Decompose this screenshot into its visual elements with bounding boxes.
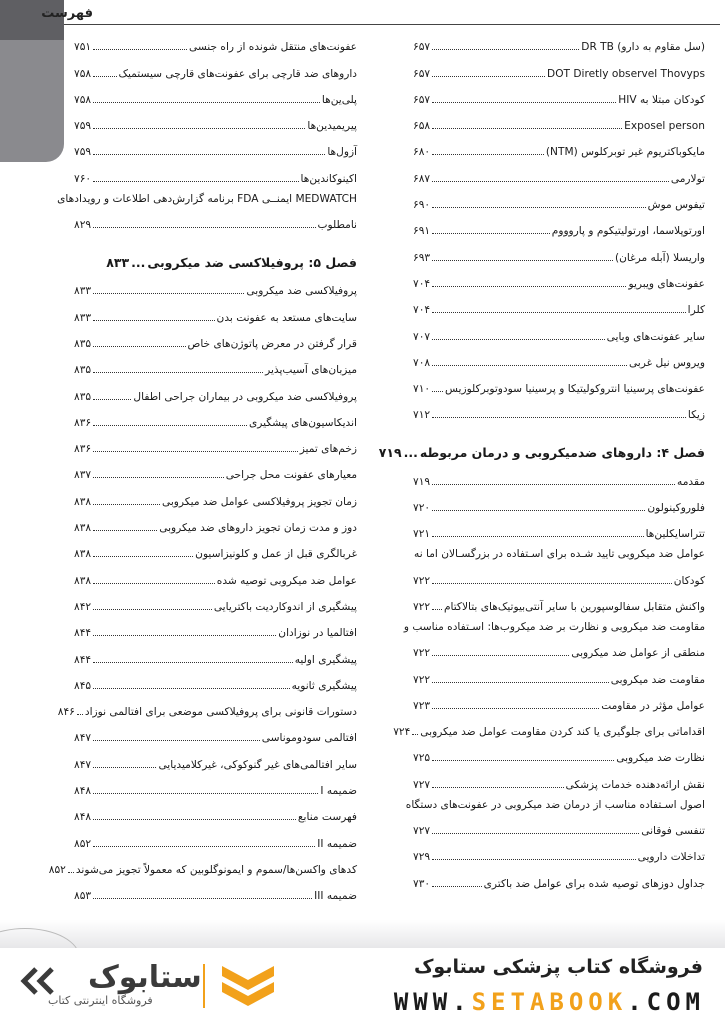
toc-leader-dots xyxy=(432,760,614,761)
toc-entry-label: نظارت ضد میکروبی xyxy=(616,752,705,765)
toc-leader-dots xyxy=(432,49,579,50)
toc-leader-dots xyxy=(93,583,215,584)
toc-leader-dots xyxy=(432,833,639,834)
toc-entry-page: ۷۰۴ xyxy=(413,304,431,317)
toc-entry-page: ۸۳۵ xyxy=(74,390,92,403)
toc-entry[interactable] xyxy=(413,111,705,137)
toc-entry-label: عوامل ضد میکروبی تایید شـده برای اسـتفاده در بزرگسـالان اما نه xyxy=(414,548,705,561)
toc-leader-dots xyxy=(432,536,644,537)
toc-entry[interactable] xyxy=(74,408,357,434)
toc-leader-dots xyxy=(93,102,320,103)
toc-entry[interactable] xyxy=(74,329,357,355)
toc-leader-dots xyxy=(93,451,298,452)
toc-leader-dots xyxy=(432,207,646,208)
toc-entry-label: تداخلات دارویی xyxy=(637,851,705,864)
toc-leader-dots xyxy=(432,886,482,887)
toc-entry-page: ۶۵۷ xyxy=(413,93,431,106)
toc-entry-page: ۸۳۵ xyxy=(74,337,92,350)
toc-entry[interactable] xyxy=(74,460,357,486)
toc-leader-dots xyxy=(432,102,616,103)
toc-entry[interactable] xyxy=(57,697,357,723)
toc-entry-label: زیکا xyxy=(687,409,705,422)
toc-leader-dots xyxy=(93,128,305,129)
toc-entry[interactable] xyxy=(413,743,705,769)
toc-entry-page: ۷۲۴ xyxy=(393,726,411,739)
toc-entry-page: ۸۳۶ xyxy=(74,416,92,429)
toc-entry-page: ۸۳۳ xyxy=(74,311,92,324)
toc-leader-dots xyxy=(93,76,116,77)
logo-chevron-icon xyxy=(218,960,278,1012)
toc-leader-dots xyxy=(432,233,550,234)
toc-entry-label: زخم‌های تمیز xyxy=(299,443,357,456)
toc-entry[interactable] xyxy=(413,842,705,868)
toc-entry-page: ۷۲۲ xyxy=(413,673,431,686)
toc-leader-dots xyxy=(93,154,325,155)
toc-entry[interactable] xyxy=(413,163,705,189)
side-tab xyxy=(0,0,64,162)
toc-entry-page: ۶۹۱ xyxy=(413,225,431,238)
toc-leader-dots xyxy=(93,662,293,663)
toc-leader-dots xyxy=(93,635,276,636)
toc-leader-dots xyxy=(432,391,443,392)
toc-entry-label: فلوروکینولون xyxy=(647,502,705,515)
toc-entry[interactable] xyxy=(74,776,357,802)
toc-entry-page: ۷۲۲ xyxy=(413,574,431,587)
toc-entry[interactable] xyxy=(74,644,357,670)
toc-entry-label: سایر افتالمی‌های غیر گنوکوکی، غیرکلامیدیایی xyxy=(158,758,357,771)
toc-entry-page: ۷۲۷ xyxy=(413,778,431,791)
toc-entry-label: پروفیلاکسی ضد میکروبی در بیماران جراحی اطفال xyxy=(133,390,357,403)
toc-entry-label: مقاومت ضد میکروبی و نظارت بر ضد میکروب‌ها: اسـتفاده مناسب و xyxy=(403,620,705,633)
toc-leader-dots xyxy=(93,609,212,610)
toc-entry[interactable] xyxy=(413,32,705,58)
toc-leader-dots xyxy=(93,477,224,478)
toc-leader-dots xyxy=(93,767,156,768)
toc-entry-label: ضمیمه I xyxy=(320,785,357,798)
chapter-dots: ... xyxy=(131,255,146,271)
toc-entry-page: ۷۱۰ xyxy=(413,383,431,396)
toc-entry[interactable] xyxy=(74,434,357,460)
toc-entry-page: ۸۳۸ xyxy=(74,574,92,587)
toc-entry-label: ضمیمه II xyxy=(317,837,357,850)
toc-leader-dots xyxy=(432,655,569,656)
toc-entry[interactable] xyxy=(413,466,705,492)
toc-entry-page: ۷۰۷ xyxy=(413,330,431,343)
toc-leader-dots xyxy=(93,688,290,689)
toc-leader-dots xyxy=(93,898,312,899)
toc-leader-dots xyxy=(93,293,244,294)
toc-entry[interactable] xyxy=(74,592,357,618)
toc-entry-label: پیشگیری ثانویه xyxy=(291,679,357,692)
toc-entry[interactable] xyxy=(74,137,357,163)
toc-entry-label: دوز و مدت زمان تجویز داروهای ضد میکروبی xyxy=(159,522,357,535)
toc-entry[interactable] xyxy=(413,374,705,400)
toc-entry[interactable] xyxy=(74,302,357,328)
toc-entry-page: ۶۵۷ xyxy=(413,41,431,54)
header-rule xyxy=(64,24,720,25)
logo-divider xyxy=(203,964,205,1008)
toc-entry-label: ضمیمه III xyxy=(314,890,357,903)
toc-entry-label: واکنش متقابل سفالوسپورین با سایر آنتی‌بیوتیک‌های بتالاکتام xyxy=(443,600,705,613)
toc-entry-page: ۸۳۸ xyxy=(74,495,92,508)
toc-entry-page: ۸۵۳ xyxy=(74,890,92,903)
toc-entry-label: کلرا xyxy=(687,304,705,317)
toc-entry-label: نقش ارائه‌دهنده خدمات پزشکی xyxy=(565,778,705,791)
toc-entry-page: ۸۳۵ xyxy=(74,364,92,377)
url-suffix: .COM xyxy=(627,988,705,1016)
toc-entry-page: ۸۳۶ xyxy=(74,443,92,456)
toc-entry[interactable] xyxy=(413,137,705,163)
store-url[interactable] xyxy=(394,988,705,1016)
toc-leader-dots xyxy=(93,504,160,505)
toc-entry-label: DOT Diretly observel Thovyps xyxy=(547,67,705,80)
toc-entry-label: عفونت‌های ویبریو xyxy=(628,277,705,290)
toc-entry[interactable] xyxy=(57,190,357,210)
toc-entry-page: ۷۵۸ xyxy=(74,93,92,106)
toc-entry-label: معیارهای عفونت محل جراحی xyxy=(225,469,357,482)
toc-entry-label: اصول اسـتفاده مناسب از درمان ضد میکروبی در عفونت‌های دستگاه xyxy=(405,798,705,811)
chapter-heading[interactable] xyxy=(378,426,705,466)
toc-leader-dots xyxy=(412,734,418,735)
toc-entry-page: ۷۵۹ xyxy=(74,120,92,133)
toc-entry-label: عوامل مؤثر در مقاومت xyxy=(601,699,705,712)
toc-entry-label: اقداماتی برای جلوگیری یا کند کردن مقاومت عوامل ضد میکروبی xyxy=(420,726,705,739)
toc-entry-label: عفونت‌های پرسینیا انتروکولیتیکا و پرسینیا سودوتوبرکلوزیس xyxy=(445,383,705,396)
toc-entry[interactable] xyxy=(74,486,357,512)
toc-entry[interactable] xyxy=(413,269,705,295)
toc-entry-page: ۷۰۸ xyxy=(413,356,431,369)
toc-entry[interactable] xyxy=(413,519,705,545)
toc-leader-dots xyxy=(77,714,83,715)
toc-leader-dots xyxy=(432,859,636,860)
url-accent: SETABOOK xyxy=(471,988,628,1016)
toc-entry-page: ۶۸۷ xyxy=(413,172,431,185)
toc-leader-dots xyxy=(93,399,131,400)
toc-entry[interactable] xyxy=(74,565,357,591)
chapter-page: ۸۳۳ xyxy=(106,255,130,271)
toc-entry[interactable] xyxy=(413,216,705,242)
toc-entry-label: پروفیلاکسی ضد میکروبی xyxy=(246,285,357,298)
toc-entry-label: واریسلا (آبله مرغان) xyxy=(614,251,705,264)
toc-entry-label: پیشگیری اولیه xyxy=(294,653,357,666)
toc-leader-dots xyxy=(93,556,193,557)
toc-entry-label: تولارمی xyxy=(670,172,705,185)
toc-entry-page: ۸۴۵ xyxy=(74,679,92,692)
toc-leader-dots xyxy=(68,872,74,873)
toc-leader-dots xyxy=(93,320,214,321)
toc-entry[interactable] xyxy=(74,111,357,137)
toc-entry[interactable] xyxy=(74,276,357,302)
toc-entry-label: دستورات قانونی برای پروفیلاکسی موضعی برای افتالمی نوزاد xyxy=(84,706,357,719)
toc-entry-label: تنفسی فوقانی xyxy=(641,825,705,838)
toc-entry-page: ۸۴۴ xyxy=(74,653,92,666)
toc-entry[interactable] xyxy=(413,295,705,321)
chapter-heading[interactable] xyxy=(74,236,357,276)
toc-entry-label: افتالمی سودوموناسی xyxy=(261,732,357,745)
toc-entry[interactable] xyxy=(413,190,705,216)
toc-entry-label: میزبان‌های آسیب‌پذیر xyxy=(265,364,357,377)
toc-entry[interactable] xyxy=(413,664,705,690)
toc-entry[interactable] xyxy=(413,691,705,717)
toc-entry[interactable] xyxy=(74,163,357,189)
store-footer xyxy=(0,948,725,1024)
toc-entry[interactable] xyxy=(413,58,705,84)
toc-leader-dots xyxy=(93,227,315,228)
toc-entry-label: آزول‌ها xyxy=(327,146,357,159)
toc-entry[interactable] xyxy=(74,828,357,854)
toc-entry-page: ۸۵۲ xyxy=(74,837,92,850)
toc-entry-label: (سل مقاوم به دارو) DR TB xyxy=(581,41,705,54)
toc-entry-label: کودکان xyxy=(673,574,705,587)
toc-entry[interactable] xyxy=(413,242,705,268)
toc-entry[interactable] xyxy=(74,749,357,775)
toc-entry-page: ۸۴۷ xyxy=(74,732,92,745)
toc-leader-dots xyxy=(432,682,609,683)
toc-leader-dots xyxy=(432,312,686,313)
toc-leader-dots xyxy=(432,181,669,182)
toc-entry-label: غربالگری قبل از عمل و کلونیزاسیون xyxy=(195,548,357,561)
toc-entry-label: عفونت‌های منتقل شونده از راه جنسی xyxy=(189,41,357,54)
toc-entry[interactable] xyxy=(403,618,705,638)
toc-entry[interactable] xyxy=(413,868,705,894)
toc-entry[interactable] xyxy=(74,618,357,644)
toc-entry[interactable] xyxy=(393,717,705,743)
toc-entry-page: ۸۴۶ xyxy=(57,706,75,719)
logo-arrows-icon xyxy=(18,966,58,996)
logo-wordmark: ستابوک xyxy=(88,960,202,995)
toc-leader-dots xyxy=(432,365,627,366)
toc-leader-dots xyxy=(93,346,185,347)
toc-leader-dots xyxy=(432,286,626,287)
toc-entry-page: ۸۳۷ xyxy=(74,469,92,482)
bottom-shade xyxy=(0,920,725,948)
toc-entry-page: ۷۲۰ xyxy=(413,502,431,515)
toc-entry[interactable] xyxy=(74,881,357,907)
toc-leader-dots xyxy=(432,339,605,340)
toc-entry-page: ۶۹۰ xyxy=(413,199,431,212)
toc-entry-page: ۸۲۹ xyxy=(74,219,92,232)
toc-entry-page: ۷۵۸ xyxy=(74,67,92,80)
url-prefix: WWW. xyxy=(393,988,472,1016)
toc-entry[interactable] xyxy=(48,855,357,881)
toc-entry-page: ۷۵۱ xyxy=(74,41,92,54)
toc-entry-label: ویروس نیل غربی xyxy=(628,356,705,369)
toc-entry[interactable] xyxy=(74,671,357,697)
toc-entry-page: ۶۸۰ xyxy=(413,146,431,159)
toc-entry-page: ۸۵۲ xyxy=(48,863,66,876)
toc-entry-label: اندیکاسیون‌های پیشگیری xyxy=(248,416,357,429)
toc-entry-label: افتالمیا در نوزادان xyxy=(278,627,357,640)
toc-leader-dots xyxy=(432,583,672,584)
store-name: فروشگاه کتاب پزشکی ستابوک xyxy=(413,956,703,978)
toc-entry-page: ۷۲۵ xyxy=(413,752,431,765)
chapter-dots: ... xyxy=(403,445,418,461)
toc-entry-label: تتراسایکلین‌ها xyxy=(645,528,705,541)
toc-entry-page: ۸۴۷ xyxy=(74,758,92,771)
toc-leader-dots xyxy=(432,76,545,77)
toc-entry-label: پیریمیدین‌ها xyxy=(307,120,357,133)
toc-entry-label: اورتوپلاسما، اورتولیتیکوم و پاروووم xyxy=(551,225,705,238)
toc-leader-dots xyxy=(432,128,622,129)
toc-entry-page: ۷۲۹ xyxy=(413,851,431,864)
toc-leader-dots xyxy=(93,49,187,50)
toc-entry-label: مقدمه xyxy=(677,475,705,488)
toc-entry-page: ۶۹۳ xyxy=(413,251,431,264)
toc-entry[interactable] xyxy=(413,85,705,111)
toc-entry-page: ۶۵۸ xyxy=(413,120,431,133)
toc-entry[interactable] xyxy=(74,539,357,565)
toc-entry-label: کودکان مبتلا به HIV xyxy=(618,93,705,106)
toc-leader-dots xyxy=(432,260,613,261)
toc-column-left xyxy=(48,32,357,907)
toc-entry-label: عوامل ضد میکروبی توصیه شده xyxy=(216,574,357,587)
toc-entry[interactable] xyxy=(74,381,357,407)
toc-entry-label: قرار گرفتن در معرض پاتوژن‌های خاص xyxy=(187,337,357,350)
toc-entry[interactable] xyxy=(413,638,705,664)
toc-leader-dots xyxy=(432,417,686,418)
toc-leader-dots xyxy=(432,510,645,511)
toc-entry-label: پیشگیری از اندوکاردیت باکتریایی xyxy=(213,600,357,613)
toc-leader-dots xyxy=(93,372,263,373)
toc-entry-page: ۷۲۷ xyxy=(413,825,431,838)
toc-entry-page: ۸۴۸ xyxy=(74,811,92,824)
toc-entry[interactable] xyxy=(74,802,357,828)
toc-leader-dots xyxy=(93,425,247,426)
toc-entry[interactable] xyxy=(74,85,357,111)
toc-leader-dots xyxy=(432,609,442,610)
toc-entry[interactable] xyxy=(74,210,357,236)
page-header-title: فهرست xyxy=(41,6,93,21)
toc-entry[interactable] xyxy=(413,565,705,591)
toc-leader-dots xyxy=(93,846,315,847)
toc-leader-dots xyxy=(93,740,260,741)
toc-entry-label: زمان تجویز پروفیلاکسی عوامل ضد میکروبی xyxy=(162,495,357,508)
toc-leader-dots xyxy=(93,181,298,182)
toc-entry-page: ۷۲۲ xyxy=(413,647,431,660)
toc-entry-page: ۷۶۰ xyxy=(74,172,92,185)
toc-entry-page: ۷۲۱ xyxy=(413,528,431,541)
toc-entry[interactable] xyxy=(413,321,705,347)
toc-entry-label: فهرست منابع xyxy=(297,811,357,824)
toc-entry-label: داروهای ضد قارچی برای عفونت‌های قارچی سیستمیک xyxy=(118,67,357,80)
toc-entry-page: ۷۰۴ xyxy=(413,277,431,290)
toc-leader-dots xyxy=(432,484,675,485)
toc-entry-label: مایکوباکتریوم غیر توبرکلوس (NTM) xyxy=(545,146,705,159)
logo-subtitle: فروشگاه اینترنتی کتاب xyxy=(48,994,153,1007)
toc-entry[interactable] xyxy=(413,592,705,618)
toc-entry-page: ۷۱۹ xyxy=(413,475,431,488)
toc-entry-label: Exposel person xyxy=(624,120,705,133)
toc-entry-page: ۸۳۸ xyxy=(74,548,92,561)
toc-entry-page: ۷۳۰ xyxy=(413,877,431,890)
toc-entry-page: ۸۳۳ xyxy=(74,285,92,298)
toc-leader-dots xyxy=(432,708,599,709)
toc-entry[interactable] xyxy=(74,355,357,381)
toc-entry-page: ۸۴۲ xyxy=(74,600,92,613)
toc-entry[interactable] xyxy=(413,493,705,519)
toc-entry[interactable] xyxy=(405,796,705,816)
toc-leader-dots xyxy=(432,787,563,788)
toc-entry-label: تیفوس موش xyxy=(647,199,705,212)
toc-entry-label: کدهای واکسن‌ها/سموم و ایمونوگلوبین که معمولاً تجویز می‌شوند xyxy=(75,863,357,876)
toc-entry-label: پلی‌ین‌ها xyxy=(321,93,357,106)
toc-entry[interactable] xyxy=(413,769,705,795)
toc-entry-label: سایر عفونت‌های وبایی xyxy=(606,330,705,343)
toc-entry[interactable] xyxy=(413,816,705,842)
toc-leader-dots xyxy=(93,793,318,794)
chapter-title: فصل ۵: پروفیلاکسی ضد میکروبی xyxy=(147,255,357,271)
toc-entry[interactable] xyxy=(413,348,705,374)
toc-entry-page: ۸۴۴ xyxy=(74,627,92,640)
chapter-page: ۷۱۹ xyxy=(378,445,402,461)
toc-entry-page: ۸۴۸ xyxy=(74,785,92,798)
toc-entry[interactable] xyxy=(74,58,357,84)
toc-entry-label: MEDWATCH ایمنــی FDA برنامه گزارش‌دهی اطلاعات و رویدادهای xyxy=(57,192,357,205)
toc-entry-page: ۷۱۲ xyxy=(413,409,431,422)
toc-entry-label: اکینوکاندین‌ها xyxy=(300,172,357,185)
toc-entry-label: منطقی از عوامل ضد میکروبی xyxy=(571,647,705,660)
toc-column-right xyxy=(378,32,705,895)
chapter-title: فصل ۴: داروهای ضدمیکروبی و درمان مربوطه xyxy=(419,445,705,461)
toc-entry-page: ۷۲۳ xyxy=(413,699,431,712)
toc-entry-page: ۷۲۲ xyxy=(413,600,431,613)
toc-leader-dots xyxy=(432,154,544,155)
toc-entry-label: جداول دوزهای توصیه شده برای عوامل ضد باکتری xyxy=(483,877,705,890)
toc-entry[interactable] xyxy=(74,32,357,58)
toc-entry[interactable] xyxy=(74,513,357,539)
toc-entry[interactable] xyxy=(413,400,705,426)
toc-entry-page: ۶۵۷ xyxy=(413,67,431,80)
toc-entry-label: مقاومت ضد میکروبی xyxy=(610,673,705,686)
toc-entry-page: ۸۳۸ xyxy=(74,522,92,535)
toc-entry[interactable] xyxy=(74,723,357,749)
toc-entry-label: سایت‌های مستعد به عفونت بدن xyxy=(216,311,357,324)
toc-entry[interactable] xyxy=(413,545,705,565)
toc-leader-dots xyxy=(93,530,157,531)
toc-entry-page: ۷۵۹ xyxy=(74,146,92,159)
store-logo xyxy=(18,960,298,1012)
toc-entry-label: نامطلوب xyxy=(317,219,357,232)
toc-leader-dots xyxy=(93,819,296,820)
